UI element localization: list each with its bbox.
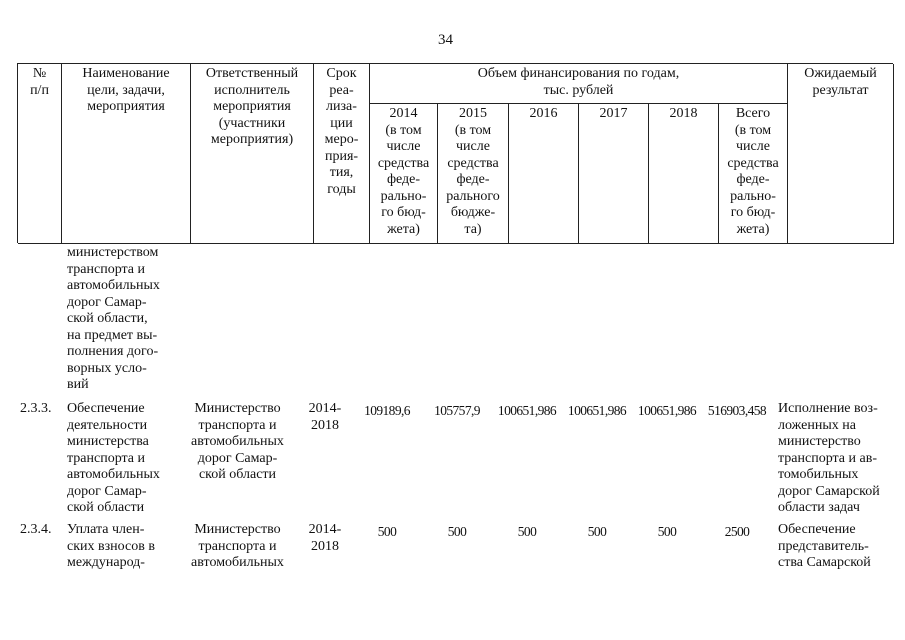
row-responsible: Министерство транспорта и автомобильных xyxy=(191,522,284,570)
table-header xyxy=(17,63,893,243)
row-value-2014: 500 xyxy=(377,524,397,539)
row-value-2015: 105757,9 xyxy=(434,403,480,418)
row-value-2016: 500 xyxy=(517,524,537,539)
header-result: Ожидаемый результат xyxy=(788,64,894,244)
row-name: Обеспечение деятельности министерства транспорта и автомобильных дорог Самар- ской области xyxy=(67,401,160,515)
page-number: 34 xyxy=(438,32,453,48)
row-value-2016: 100651,986 xyxy=(497,403,557,418)
row-result: Обеспечение представитель- ства Самарской xyxy=(778,522,871,570)
header-responsible: Ответственный исполнитель мероприятия (участники мероприятия) xyxy=(191,64,314,244)
row-value-2017: 100651,986 xyxy=(567,403,627,418)
row-term: 2014- 2018 xyxy=(308,522,342,554)
row-value-2018: 100651,986 xyxy=(637,403,697,418)
row-term: 2014- 2018 xyxy=(308,401,342,433)
header-2014: 2014 (в том числе средства феде- рально- го бюд- жета) xyxy=(370,104,438,244)
header-2018: 2018 xyxy=(649,104,719,244)
row-result: Исполнение воз- ложенных на министерство транспорта и ав- томобильных дорог Самарской области задач xyxy=(778,401,880,515)
row-name: Уплата член- ских взносов в международ- xyxy=(67,522,155,570)
row-value-total: 2500 xyxy=(724,524,750,539)
header-term: Срок реа- лиза- ции меро- прия- тия, годы xyxy=(314,64,370,244)
row-value-total: 516903,458 xyxy=(707,403,767,418)
row-value-2017: 500 xyxy=(587,524,607,539)
row-value-2018: 500 xyxy=(657,524,677,539)
header-name: Наименование цели, задачи, мероприятия xyxy=(62,64,191,244)
continuation-text: министерством транспорта и автомобильных дорог Самар- ской области, на предмет вы- полнения дого- ворных усло- вий xyxy=(67,245,160,392)
header-2017: 2017 xyxy=(579,104,649,244)
row-value-2015: 500 xyxy=(447,524,467,539)
header-num: № п/п xyxy=(18,64,62,244)
header-2016: 2016 xyxy=(509,104,579,244)
row-responsible: Министерство транспорта и автомобильных дорог Самар- ской области xyxy=(191,401,284,482)
row-number: 2.3.3. xyxy=(20,401,52,416)
row-number: 2.3.4. xyxy=(20,522,52,537)
header-2015: 2015 (в том числе средства феде- рального бюдже- та) xyxy=(438,104,509,244)
header-financing: Объем финансирования по годам, тыс. рублей xyxy=(370,64,788,104)
row-value-2014: 109189,6 xyxy=(364,403,410,418)
header-total: Всего (в том числе средства феде- рально- го бюд- жета) xyxy=(719,104,788,244)
